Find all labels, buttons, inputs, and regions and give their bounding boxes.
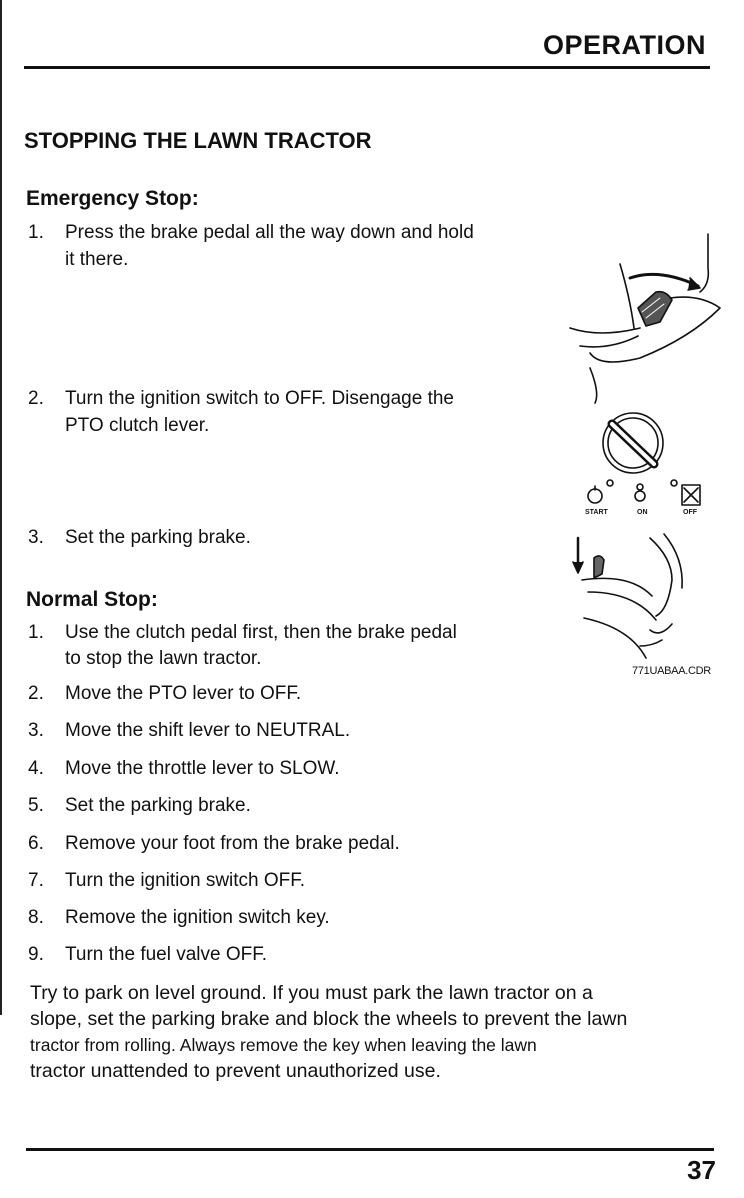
stopping-illustration — [560, 228, 730, 688]
normal-stop-title: Normal Stop: — [26, 588, 158, 611]
step-text: Move the shift lever to NEUTRAL. — [65, 720, 351, 741]
figure-code: 771UABAA.CDR — [632, 665, 711, 677]
step-number: 2. — [28, 388, 44, 409]
step-text: Turn the ignition switch OFF. — [65, 870, 306, 891]
section-title: STOPPING THE LAWN TRACTOR — [24, 128, 372, 153]
switch-label-off: OFF — [683, 509, 697, 516]
switch-label-on: ON — [637, 509, 648, 516]
step-text: Remove your foot from the brake pedal. — [65, 833, 400, 854]
step-number: 1. — [28, 222, 44, 243]
brake-pedal-icon — [570, 234, 720, 403]
emergency-stop-title: Emergency Stop: — [26, 187, 199, 210]
step-number: 1. — [28, 622, 44, 643]
step-text: Set the parking brake. — [65, 527, 251, 548]
step-number: 8. — [28, 907, 44, 928]
step-text: Use the clutch pedal first, then the brake pedal — [65, 622, 457, 643]
step-number: 5. — [28, 795, 44, 816]
step-number: 9. — [28, 944, 44, 965]
step-text: Set the parking brake. — [65, 795, 251, 816]
step-text: Remove the ignition switch key. — [65, 907, 330, 928]
parking-brake-icon — [573, 534, 682, 658]
page-number: 37 — [687, 1155, 716, 1185]
step-text: it there. — [65, 249, 129, 270]
closing-paragraph — [30, 980, 720, 1084]
page-left-edge — [0, 0, 2, 1015]
step-number: 2. — [28, 683, 44, 704]
closing-line: tractor from rolling. Always remove the key when leaving the lawn — [30, 1035, 537, 1055]
step-text: to stop the lawn tractor. — [65, 648, 262, 669]
step-text: Move the PTO lever to OFF. — [65, 683, 302, 704]
header-title: OPERATION — [542, 30, 706, 60]
closing-line: slope, set the parking brake and block the wheels to prevent the lawn — [30, 1008, 628, 1030]
step-number: 7. — [28, 870, 44, 891]
switch-label-start: START — [585, 509, 608, 516]
ignition-switch-icon — [588, 413, 700, 505]
step-number: 3. — [28, 527, 44, 548]
step-number: 6. — [28, 833, 44, 854]
closing-line: tractor unattended to prevent unauthorized use. — [30, 1060, 441, 1082]
step-text: PTO clutch lever. — [65, 415, 210, 436]
step-number: 3. — [28, 720, 44, 741]
closing-line: Try to park on level ground. If you must park the lawn tractor on a — [30, 982, 593, 1004]
step-number: 4. — [28, 758, 44, 779]
step-text: Turn the ignition switch to OFF. Disengage the — [65, 388, 454, 409]
step-text: Move the throttle lever to SLOW. — [65, 758, 340, 779]
step-text: Press the brake pedal all the way down and hold — [65, 222, 474, 243]
header-rule — [24, 66, 710, 69]
step-text: Turn the fuel valve OFF. — [65, 944, 268, 965]
footer-rule — [26, 1148, 714, 1151]
